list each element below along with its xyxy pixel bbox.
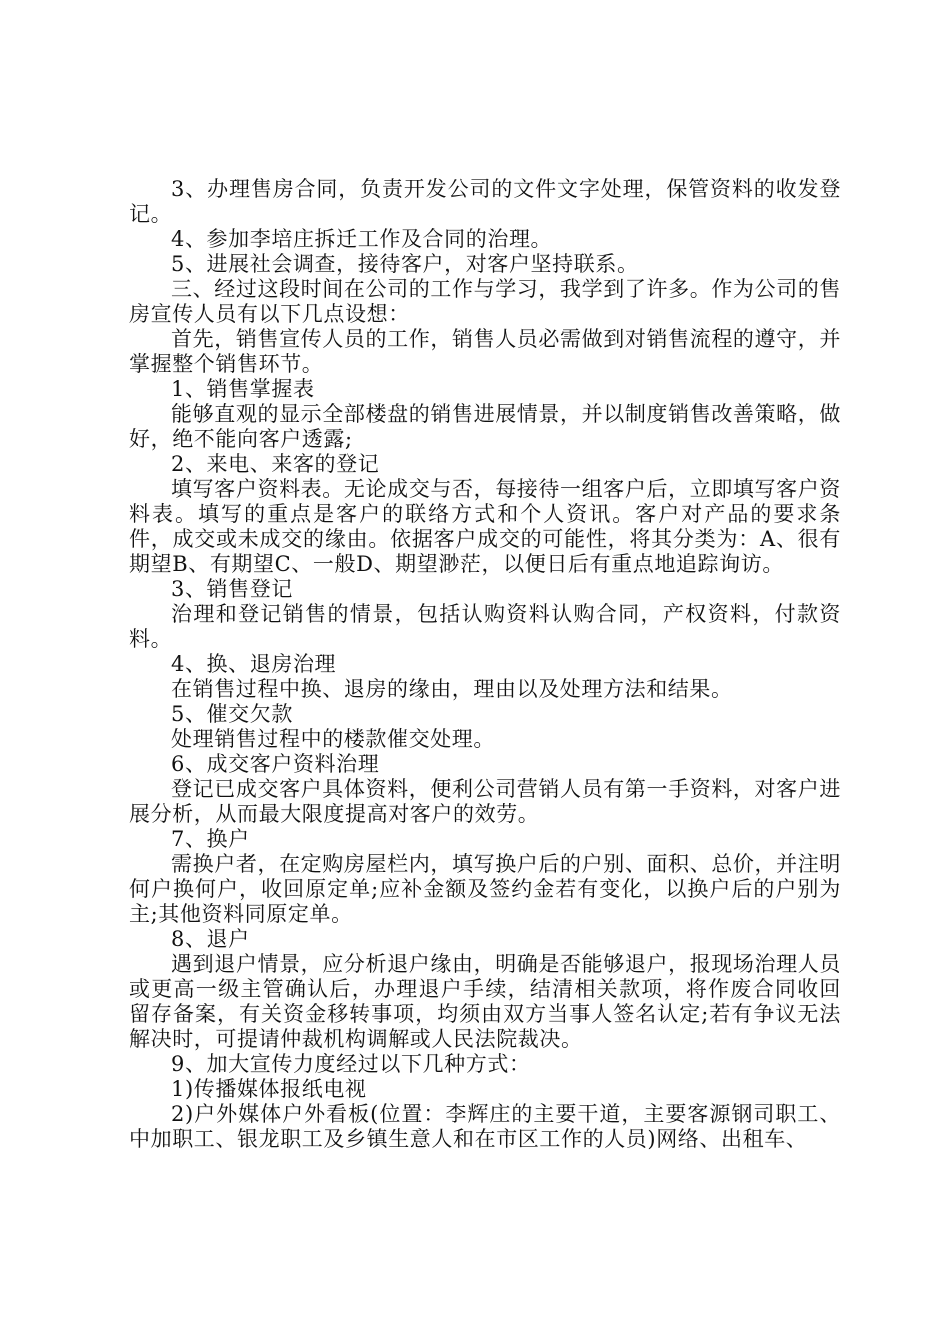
paragraph: 首先，销售宣传人员的工作，销售人员必需做到对销售流程的遵守，并掌握整个销售环节。: [129, 327, 841, 376]
paragraph: 4、参加李培庄拆迁工作及合同的治理。: [171, 227, 553, 251]
section-heading: 5、催交欠款: [171, 702, 293, 726]
document-body: [129, 177, 841, 1152]
paragraph: 3、办理售房合同，负责开发公司的文件文字处理，保管资料的收发登记。: [129, 177, 841, 226]
paragraph: 治理和登记销售的情景，包括认购资料认购合同，产权资料，付款资料。: [129, 602, 841, 651]
section-heading: 6、成交客户资料治理: [171, 752, 380, 776]
paragraph: 在销售过程中换、退房的缘由，理由以及处理方法和结果。: [171, 677, 733, 701]
paragraph: 能够直观的显示全部楼盘的销售进展情景，并以制度销售改善策略，做好，绝不能向客户透露;: [129, 402, 841, 451]
section-heading: 3、销售登记: [171, 577, 293, 601]
section-heading: 2、来电、来客的登记: [171, 452, 380, 476]
section-heading: 1、销售掌握表: [171, 377, 315, 401]
paragraph: 需换户者，在定购房屋栏内，填写换户后的户别、面积、总价，并注明何户换何户，收回原定单;应补金额及签约金若有变化，以换户后的户别为主;其他资料同原定单。: [129, 852, 841, 926]
section-heading: 4、换、退房治理: [171, 652, 337, 676]
section-heading: 8、退户: [171, 927, 250, 951]
paragraph: 9、加大宣传力度经过以下几种方式：: [171, 1052, 531, 1076]
list-item: 2)户外媒体户外看板(位置：李辉庄的主要干道，主要客源钢司职工、中加职工、银龙职工及乡镇生意人和在市区工作的人员)网络、出租车、: [129, 1102, 841, 1151]
section-heading: 7、换户: [171, 827, 250, 851]
paragraph: 遇到退户情景，应分析退户缘由，明确是否能够退户，报现场治理人员或更高一级主管确认后，办理退户手续，结清相关款项，将作废合同收回留存备案，有关资金移转事项，均须由双方当事人签名认定;若有争议无法解决时，可提请仲裁机构调解或人民法院裁决。: [129, 952, 841, 1051]
paragraph: 5、进展社会调查，接待客户，对客户坚持联系。: [171, 252, 639, 276]
paragraph: 处理销售过程中的楼款催交处理。: [171, 727, 495, 751]
paragraph: 登记已成交客户具体资料，便利公司营销人员有第一手资料，对客户进展分析，从而最大限度提高对客户的效劳。: [129, 777, 841, 826]
paragraph: 填写客户资料表。无论成交与否，每接待一组客户后，立即填写客户资料表。填写的重点是客户的联络方式和个人资讯。客户对产品的要求条件，成交或未成交的缘由。依据客户成交的可能性，将其分类为：A、很有期望B、有期望C、一般D、期望渺茫，以便日后有重点地追踪询访。: [129, 477, 841, 576]
paragraph: 三、经过这段时间在公司的工作与学习，我学到了许多。作为公司的售房宣传人员有以下几点设想：: [129, 277, 841, 326]
list-item: 1)传播媒体报纸电视: [171, 1077, 367, 1101]
